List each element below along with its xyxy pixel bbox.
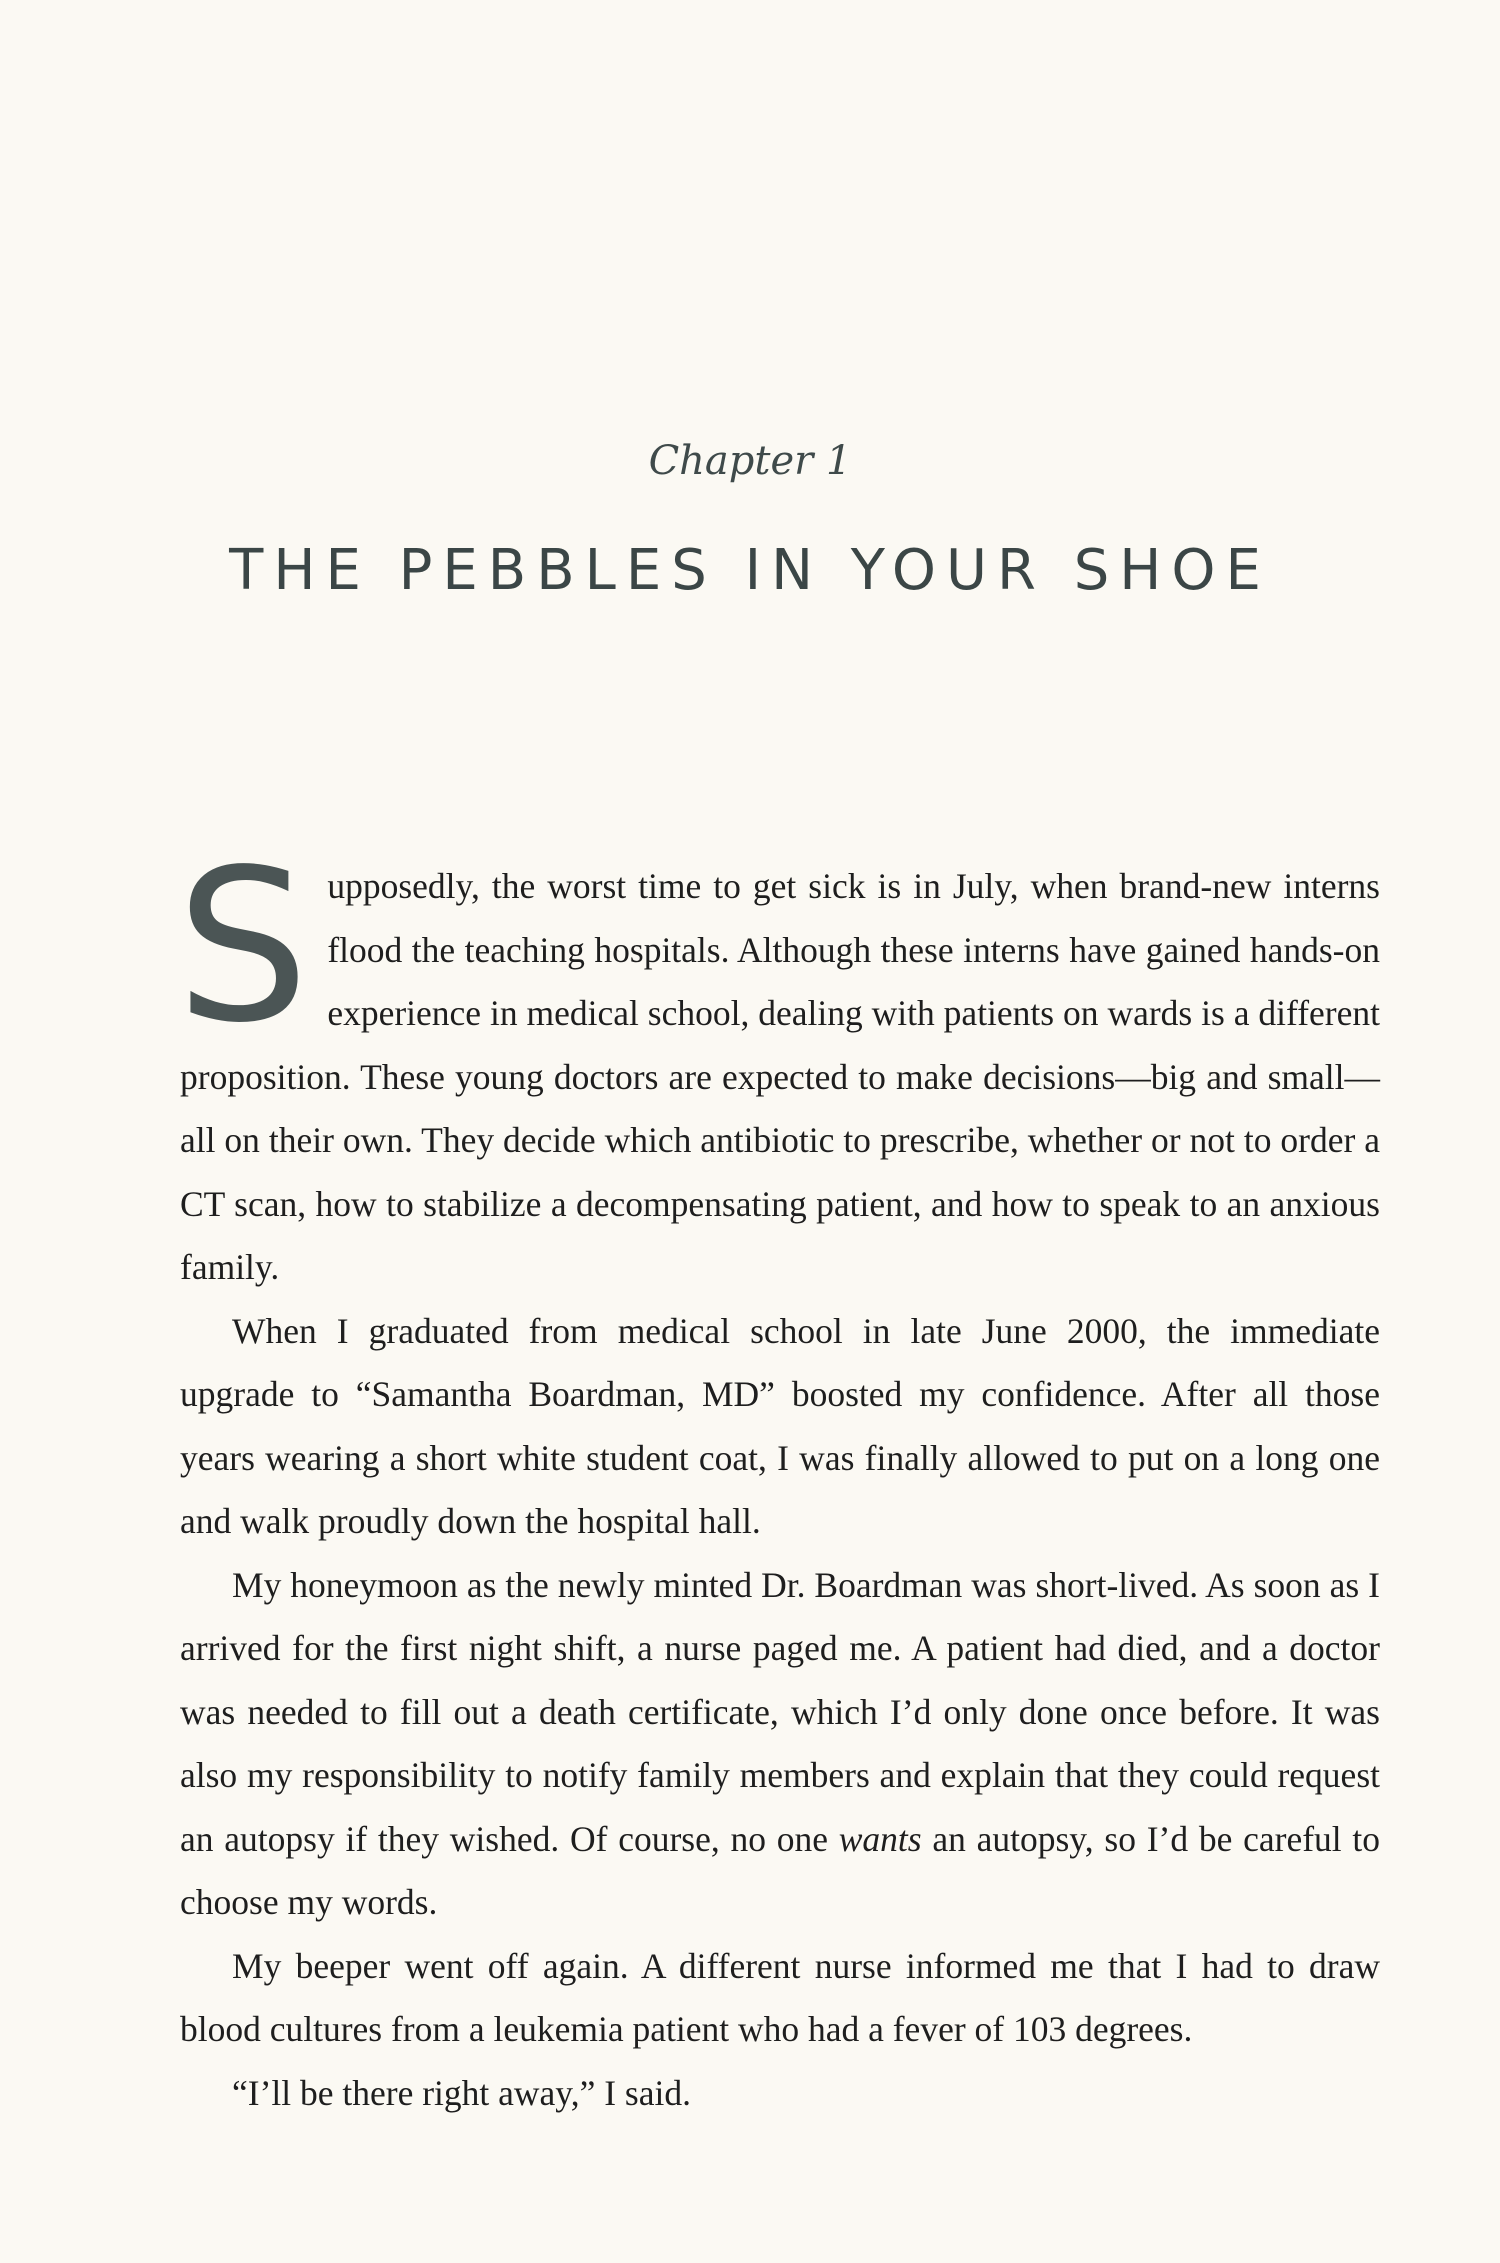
emphasis-wants: wants	[838, 1818, 922, 1859]
paragraph-4: My beeper went off again. A different nurse informed me that I had to draw blood cultures from a leukemia patient who had a fever of 103 degrees.	[180, 1945, 1380, 2049]
paragraph-3-end-after: an autopsy, so I’d be careful to choose my words.	[180, 1818, 1381, 1922]
paragraph-2: When I graduated from medical school in late June 2000, the immediate upgrade to “Samantha Boardman, MD” boosted my confidence. After all those years wearing a short white student coat, I was finally allowed to put on a long one and walk proudly down the hospital hall.	[180, 1310, 1380, 1541]
paragraph-1-text: upposedly, the worst time to get sick is in July, when brand-new interns flood the teaching hospitals. Although these interns have gained hands-on experience in medical school, dealing with patients on wards is a different proposition. These young doctors are expected to make decisions—big and small—all on their own. They decide which antibiotic to prescribe, whether or not to order a CT scan, how to stabilize a decompensating patient, and how to speak to an anxious family.	[180, 866, 1380, 1287]
paragraph-5: “I’ll be there right away,” I said.	[232, 2072, 691, 2113]
paragraph-3	[180, 1554, 1380, 1935]
chapter-body	[176, 824, 1381, 2125]
paragraph-3-end-before: Of course, no one	[569, 1818, 839, 1859]
chapter-label: Chapter 1	[648, 438, 852, 484]
paragraph-1	[176, 824, 1380, 1300]
chapter-title: THE PEBBLES IN YOUR SHOE	[229, 538, 1271, 603]
paragraph-3-text: My honeymoon as the newly minted Dr. Boardman was short-lived. As soon as I arrived for the first night shift, a nurse paged me. A patient had died, and a doctor was needed to fill out a death certificate, which I’d only done once before. It was also my responsibility to notify family members and explain that they could request an autopsy if they wished.	[180, 1564, 1380, 1859]
drop-cap: S	[176, 824, 310, 1069]
